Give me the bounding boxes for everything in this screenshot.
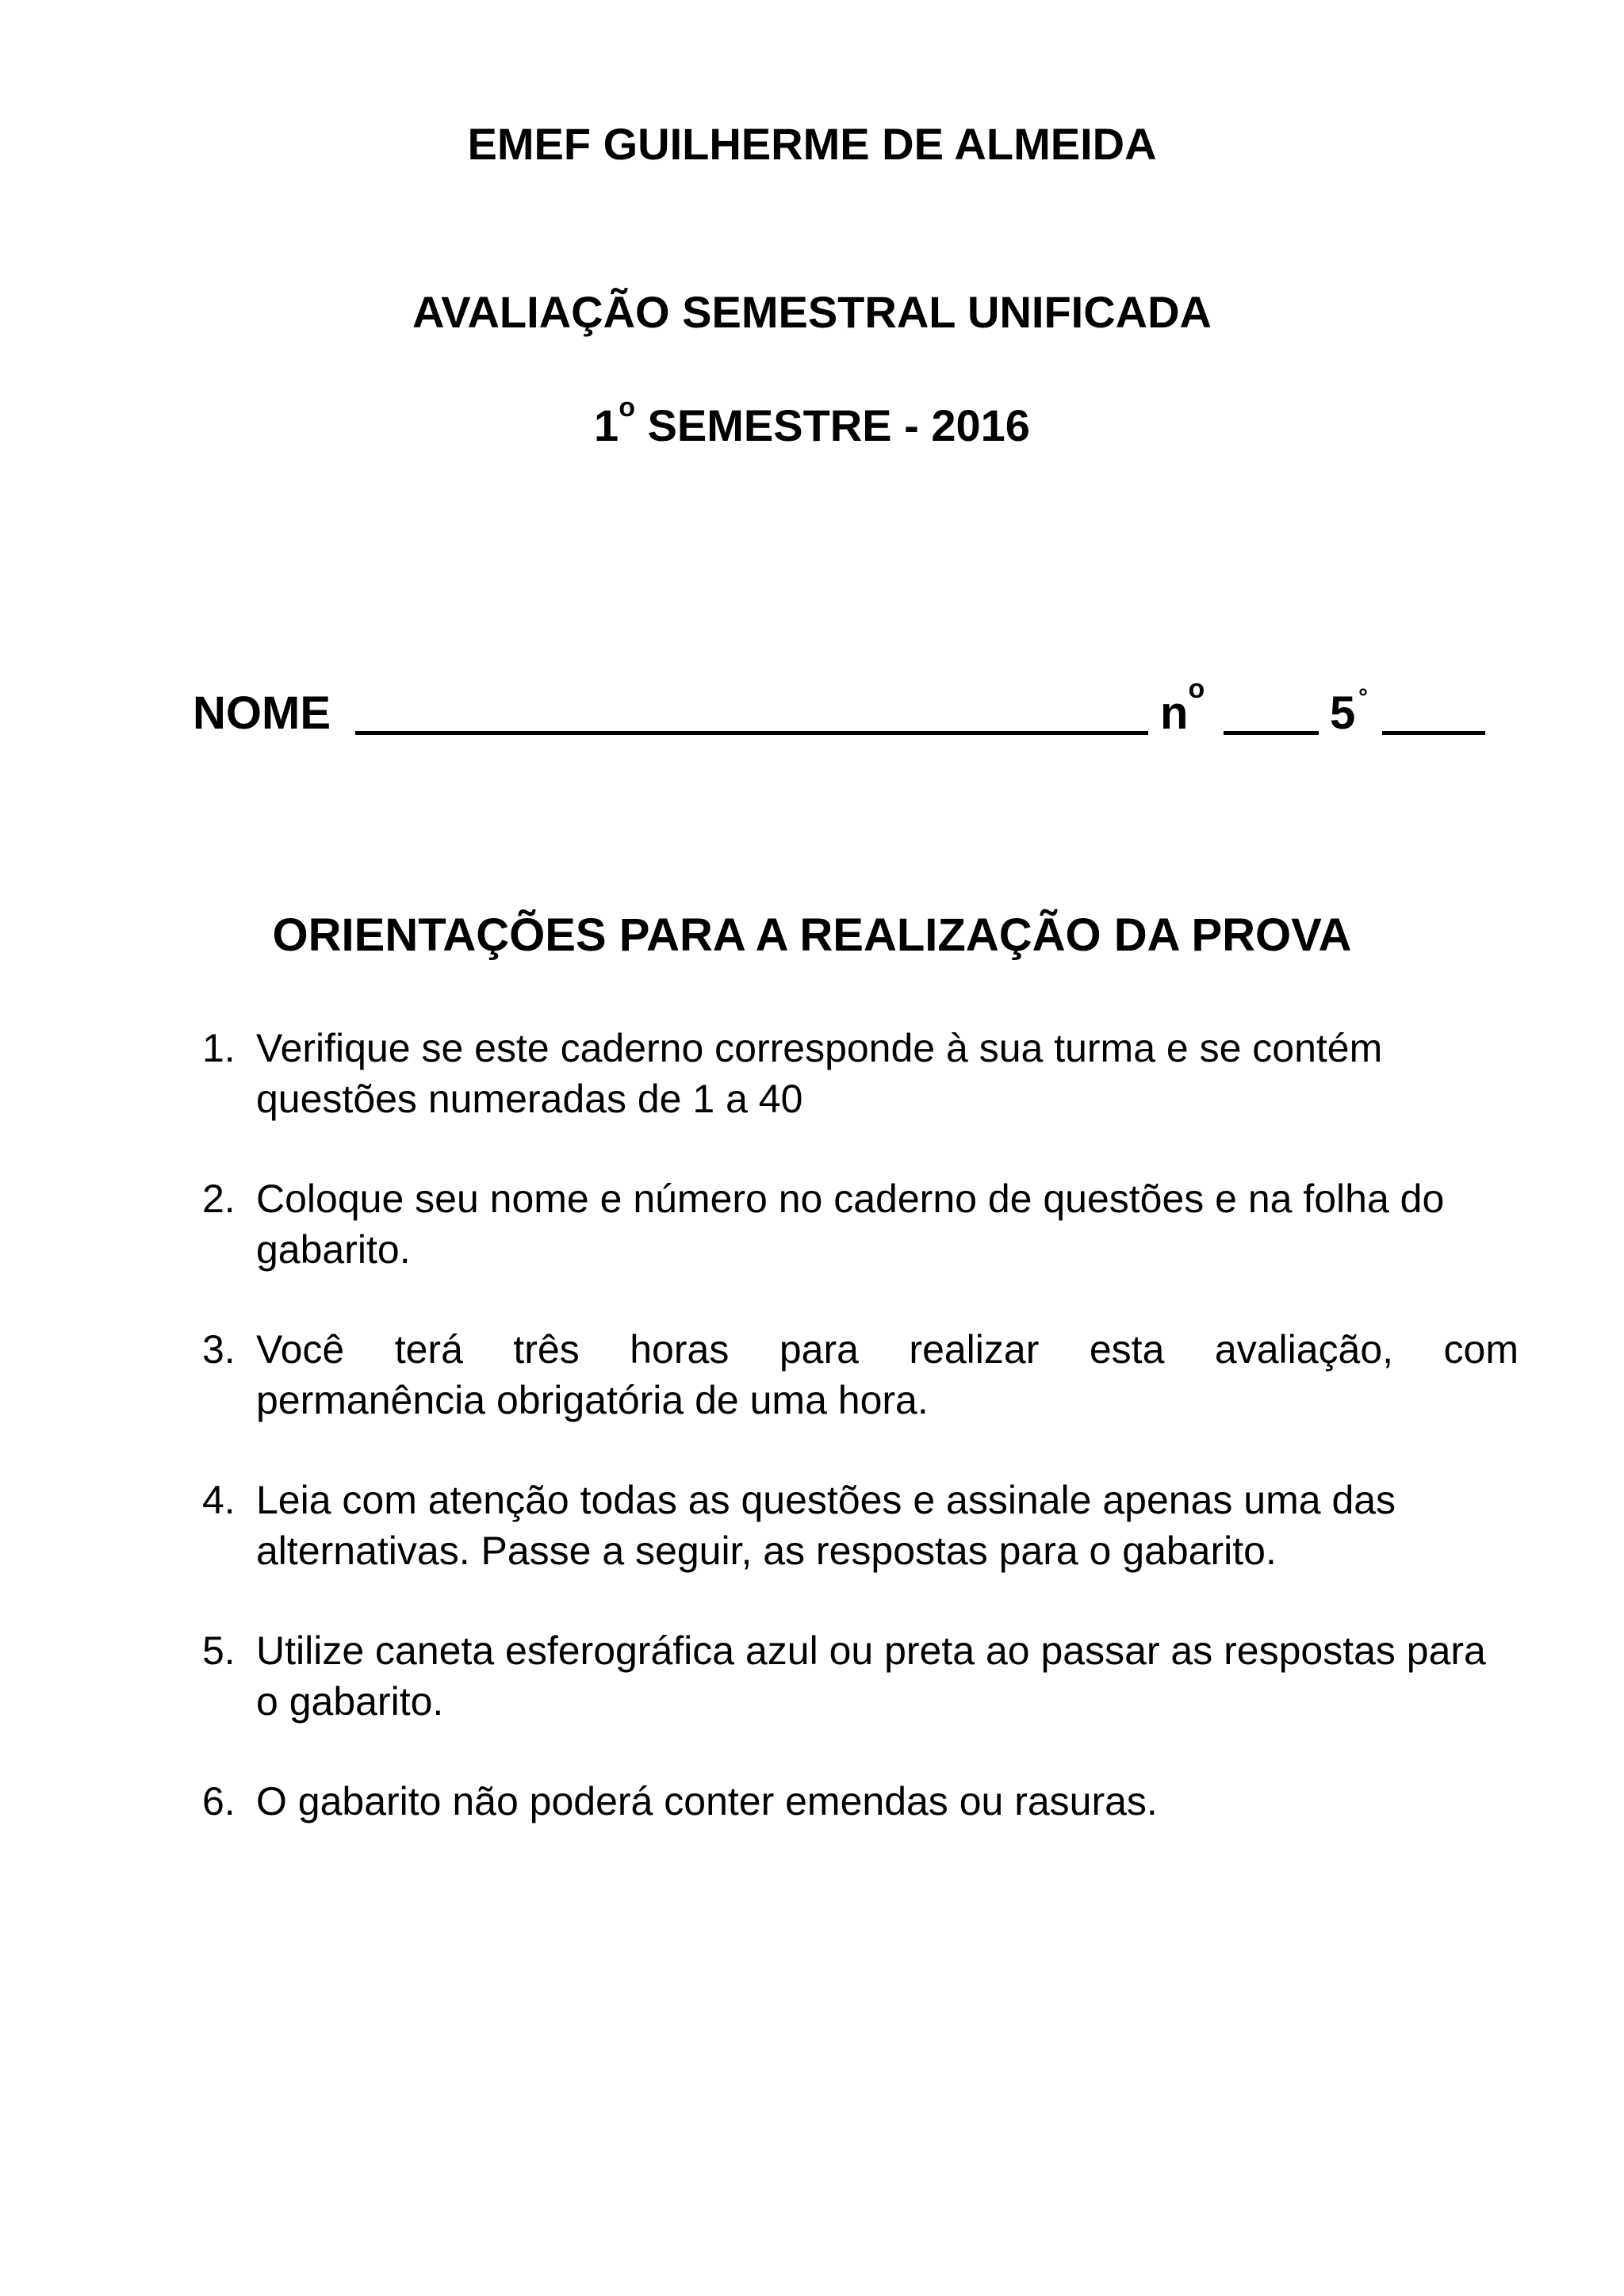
instruction-number: 2.: [202, 1177, 236, 1221]
number-field-line[interactable]: [1224, 731, 1319, 735]
instruction-item: [202, 1625, 1519, 1727]
class-value: 5: [1330, 687, 1356, 739]
instruction-text: O gabarito não poderá conter emendas ou rasuras.: [256, 1779, 1158, 1823]
instruction-number: 6.: [202, 1779, 236, 1823]
semester-number: 1: [594, 400, 619, 450]
class-field-line[interactable]: [1382, 731, 1485, 735]
instruction-number: 4.: [202, 1478, 236, 1522]
instruction-text-line: Você terá três horas para realizar esta avaliação, com: [256, 1327, 1519, 1372]
number-ordinal: o: [1188, 674, 1205, 704]
name-label: NOME: [193, 687, 331, 739]
instruction-item: [202, 1776, 1519, 1827]
instruction-text: Coloque seu nome e número no caderno de questões e na folha do gabarito.: [256, 1177, 1445, 1272]
instruction-text: [256, 1324, 1519, 1425]
number-label-text: n: [1160, 687, 1189, 739]
class-ordinal: °: [1358, 684, 1368, 710]
semester-title: [0, 392, 1624, 451]
instruction-item: [202, 1173, 1519, 1275]
instruction-text: Utilize caneta esferográfica azul ou preta ao passar as respostas para o gabarito.: [256, 1628, 1486, 1724]
instruction-number: 1.: [202, 1026, 236, 1070]
instruction-text: Leia com atenção todas as questões e assinale apenas uma das alternativas. Passe a seguir, as respostas para o gabarito.: [256, 1478, 1396, 1573]
instruction-text: Verifique se este caderno corresponde à sua turma e se contém questões numeradas de 1 a 40: [256, 1026, 1383, 1121]
instruction-text-line: permanência obrigatória de uma hora.: [256, 1378, 929, 1422]
instruction-item: [202, 1023, 1519, 1124]
instruction-number: 3.: [202, 1327, 236, 1372]
school-name: EMEF GUILHERME DE ALMEIDA: [467, 119, 1157, 169]
instructions-list: [202, 1023, 1519, 1876]
student-info-row: [193, 674, 1493, 745]
semester-rest: SEMESTRE - 2016: [634, 400, 1030, 450]
instruction-item: [202, 1324, 1519, 1425]
semester-ordinal: o: [619, 392, 635, 423]
instruction-item: [202, 1475, 1519, 1576]
name-field-line[interactable]: [355, 731, 1148, 735]
instruction-number: 5.: [202, 1628, 236, 1673]
instructions-title: ORIENTAÇÕES PARA A REALIZAÇÃO DA PROVA: [272, 909, 1352, 961]
number-label: [1160, 674, 1205, 745]
exam-title: AVALIAÇÃO SEMESTRAL UNIFICADA: [412, 287, 1212, 337]
